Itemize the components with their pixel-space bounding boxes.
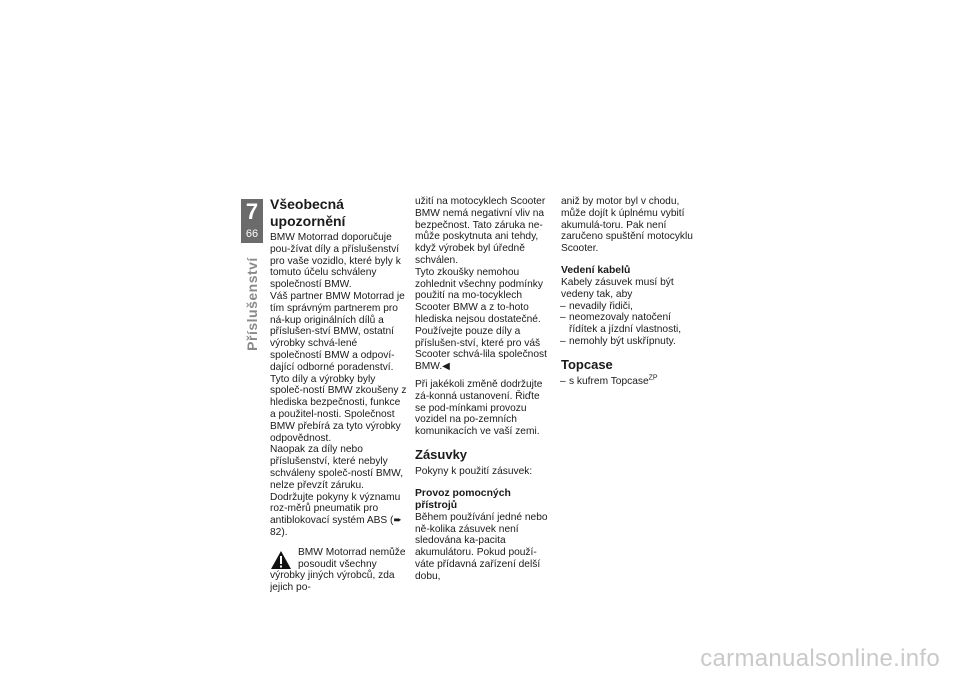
topcase-list bbox=[561, 376, 699, 388]
subheading-auxiliary: Provoz pomocných přístrojů bbox=[415, 487, 511, 511]
cable-list bbox=[561, 301, 699, 348]
paragraph: Během používání jedné nebo ně-kolika zásuvek není sledována ka-pacita akumulátoru. Pokud použí-váte přídavná zařízení delší dobu, bbox=[415, 511, 548, 582]
chapter-side-title-text: Příslušenství bbox=[244, 257, 260, 351]
paragraph: Kabely zásuvek musí být vedeny tak, aby bbox=[561, 276, 674, 300]
warning-triangle-icon bbox=[270, 550, 292, 570]
end-mark-icon: ◀ bbox=[442, 361, 451, 373]
page-number: 66 bbox=[245, 228, 259, 240]
list-item: – nevadily řidiči, bbox=[561, 301, 699, 313]
paragraph: Váš partner BMW Motorrad je tím správným partnerem pro ná-kup originálních dílů a příslušen-ství BMW, ostatní výrobky schvá-lené společností BMW a odpoví-dající odborné poradenství. bbox=[270, 290, 405, 373]
watermark: carmanualsonline.info bbox=[700, 645, 940, 672]
section-heading-topcase: Topcase bbox=[561, 356, 613, 372]
paragraph: užití na motocyklech Scooter BMW nemá negativní vliv na bezpečnost. Tato záruka ne-může poskytnuta ani tehdy, když výrobek byl úředně schválen. bbox=[415, 196, 546, 266]
section-heading-sockets: Zásuvky bbox=[415, 446, 468, 462]
option-superscript: ZP bbox=[648, 374, 658, 382]
paragraph: Používejte pouze díly a příslušen-ství, které pro váš Scooter schvá-lila společnost BMW.◀ bbox=[415, 325, 547, 373]
column-3 bbox=[561, 196, 699, 388]
column-2 bbox=[415, 196, 553, 583]
paragraph: aniž by motor byl v chodu, může dojít k úplnému vybití akumulá-toru. Pak není zaručeno spuštění motocyklu Scooter. bbox=[561, 196, 693, 255]
chapter-number: 7 bbox=[245, 199, 259, 224]
paragraph: Naopak za díly nebo příslušenství, které nebyly schváleny společ-ností BMW, nelze převzít záruku. bbox=[270, 444, 404, 491]
paragraph: Pokyny k použití zásuvek: bbox=[415, 465, 533, 477]
page-reference: 82 bbox=[270, 526, 282, 538]
warning-text: BMW Motorrad nemůže posoudit všechny výrobky jiných výrobců, zda jejich po- bbox=[270, 546, 406, 594]
list-item: – nemohly být uskřípnuty. bbox=[561, 336, 699, 348]
section-heading-general: Všeobecná upozornění bbox=[270, 196, 346, 229]
list-item: – s kufrem Topcase$^{ZP}$ bbox=[561, 376, 699, 388]
list-item: – neomezovaly natočení řídítek a jízdní vlastnosti, bbox=[561, 312, 699, 336]
paragraph: Tyto zkoušky nemohou zohlednit všechny podmínky použití na mo-tocyklech Scooter BMW a z to-hoto hlediska nejsou dostatečné. bbox=[415, 266, 543, 325]
chapter-side-title bbox=[241, 244, 263, 364]
warning-note bbox=[270, 547, 408, 594]
subheading-cables: Vedení kabelů bbox=[561, 264, 631, 276]
column-1 bbox=[270, 196, 408, 594]
paragraph-abs-reference: Dodržujte pokyny k významu roz-měrů pneumatik pro antiblokovací systém ABS (➨ 82). bbox=[270, 491, 402, 538]
paragraph: Při jakékoli změně dodržujte zá-konná ustanovení. Řiďte se pod-mínkami provozu vozidel na po-zemních komunikacích ve vaší zemi. bbox=[415, 378, 543, 438]
arrow-right-icon: ➨ bbox=[393, 515, 402, 527]
paragraph: Tyto díly a výrobky byly společ-ností BMW zkoušeny z hlediska bezpečnosti, funkce a použitel-nosti. Společnost BMW přebírá za tyto výrobky odpovědnost. bbox=[270, 373, 407, 444]
paragraph: BMW Motorrad doporučuje pou-žívat díly a příslušenství pro vaše vozidlo, které byly k tomuto účelu schváleny společností BMW. bbox=[270, 232, 401, 291]
chapter-tab bbox=[241, 199, 263, 243]
